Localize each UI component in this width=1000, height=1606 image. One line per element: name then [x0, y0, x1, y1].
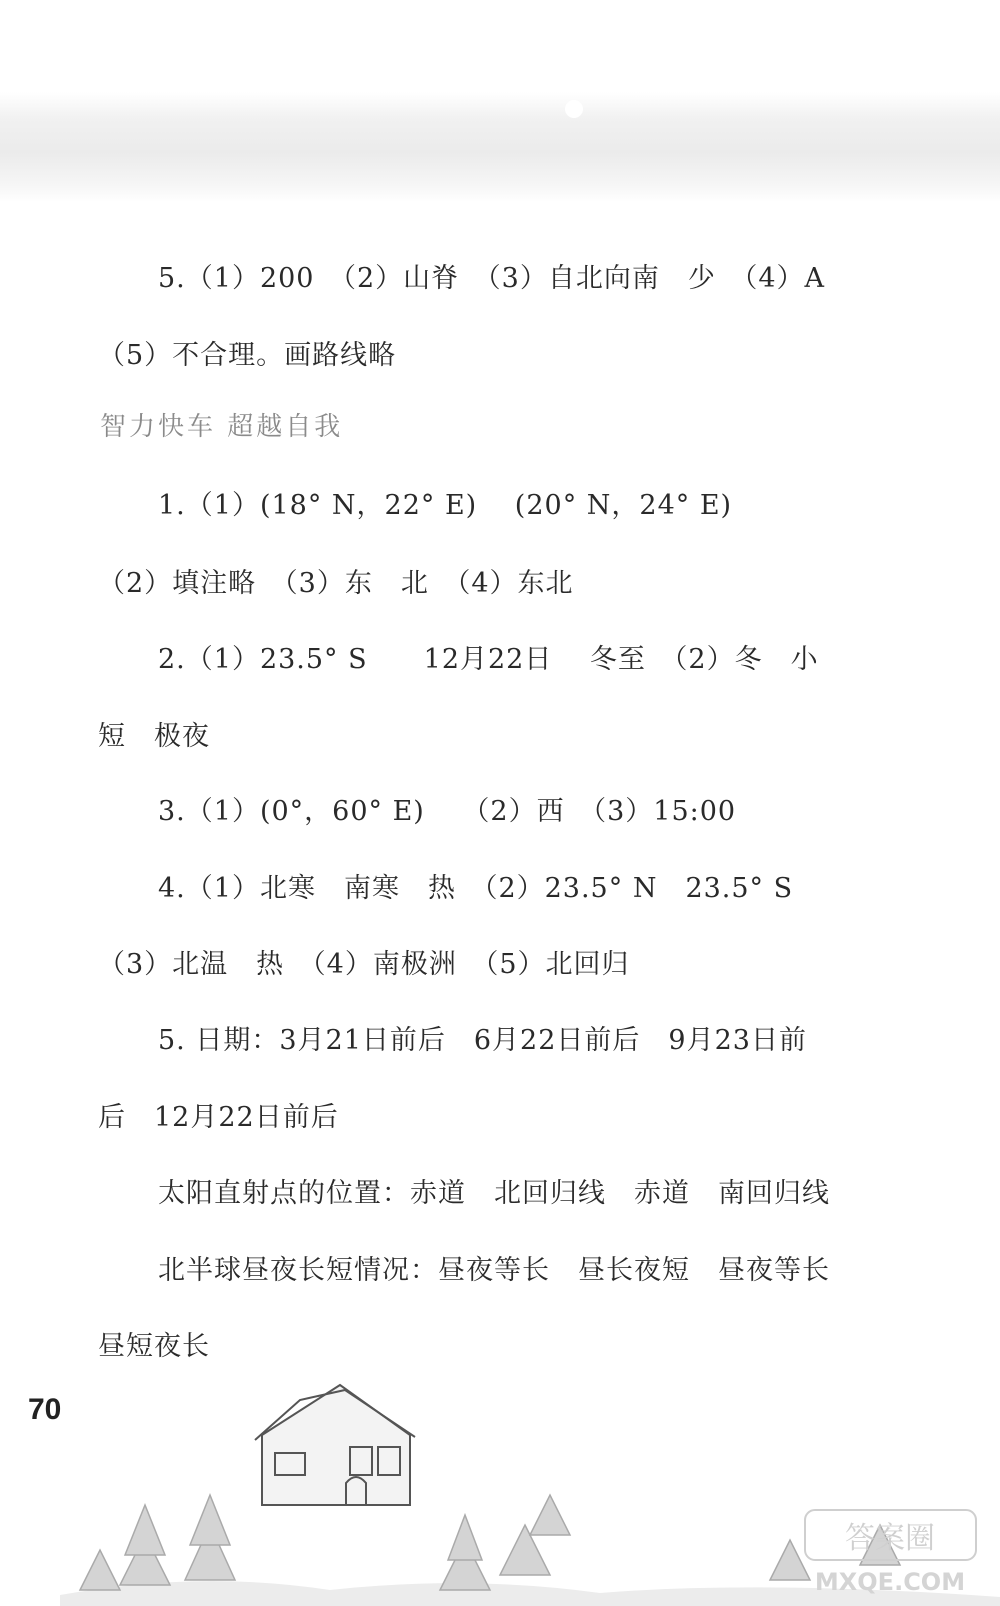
band-highlight	[565, 100, 583, 118]
answer-line-1-part1: 1.（1）(18° N，22° E) (20° N，24° E)	[158, 490, 733, 521]
watermark-text-cn: 答案圈	[845, 1521, 935, 1556]
answer-line-5-part2: （5）不合理。画路线略	[98, 340, 397, 371]
page-number: 70	[28, 1393, 62, 1426]
answer-line-5-part1: 5.（1）200 （2）山脊 （3）自北向南 少 （4）A	[158, 263, 826, 294]
answer-line-4-part2: （3）北温 热 （4）南极洲 （5）北回归	[98, 949, 630, 980]
answer-line-5b-part1: 5. 日期：3月21日前后 6月22日前后 9月23日前	[158, 1025, 807, 1056]
answer-line-1-part2: （2）填注略 （3）东 北 （4）东北	[98, 568, 574, 599]
section-heading: 智力快车 超越自我	[100, 412, 344, 442]
answer-line-daylength: 北半球昼夜长短情况：昼夜等长 昼长夜短 昼夜等长	[158, 1255, 830, 1286]
top-decorative-band	[0, 92, 1000, 202]
answer-line-sun-position: 太阳直射点的位置：赤道 北回归线 赤道 南回归线	[158, 1178, 830, 1209]
answer-line-3: 3.（1）(0°，60° E) （2）西 （3）15:00	[158, 796, 737, 827]
answer-line-daylength-cont: 昼短夜长	[98, 1331, 210, 1362]
answer-line-2-part1: 2.（1）23.5° S 12月22日 冬至 （2）冬 小	[158, 644, 819, 675]
answer-line-5b-part2: 后 12月22日前后	[98, 1102, 339, 1133]
watermark-text-url: MXQE.COM	[814, 1568, 966, 1596]
watermark-logo	[803, 1508, 978, 1598]
answer-line-4-part1: 4.（1）北寒 南寒 热 （2）23.5° N 23.5° S	[158, 873, 794, 904]
answer-line-2-part2: 短 极夜	[98, 721, 210, 752]
